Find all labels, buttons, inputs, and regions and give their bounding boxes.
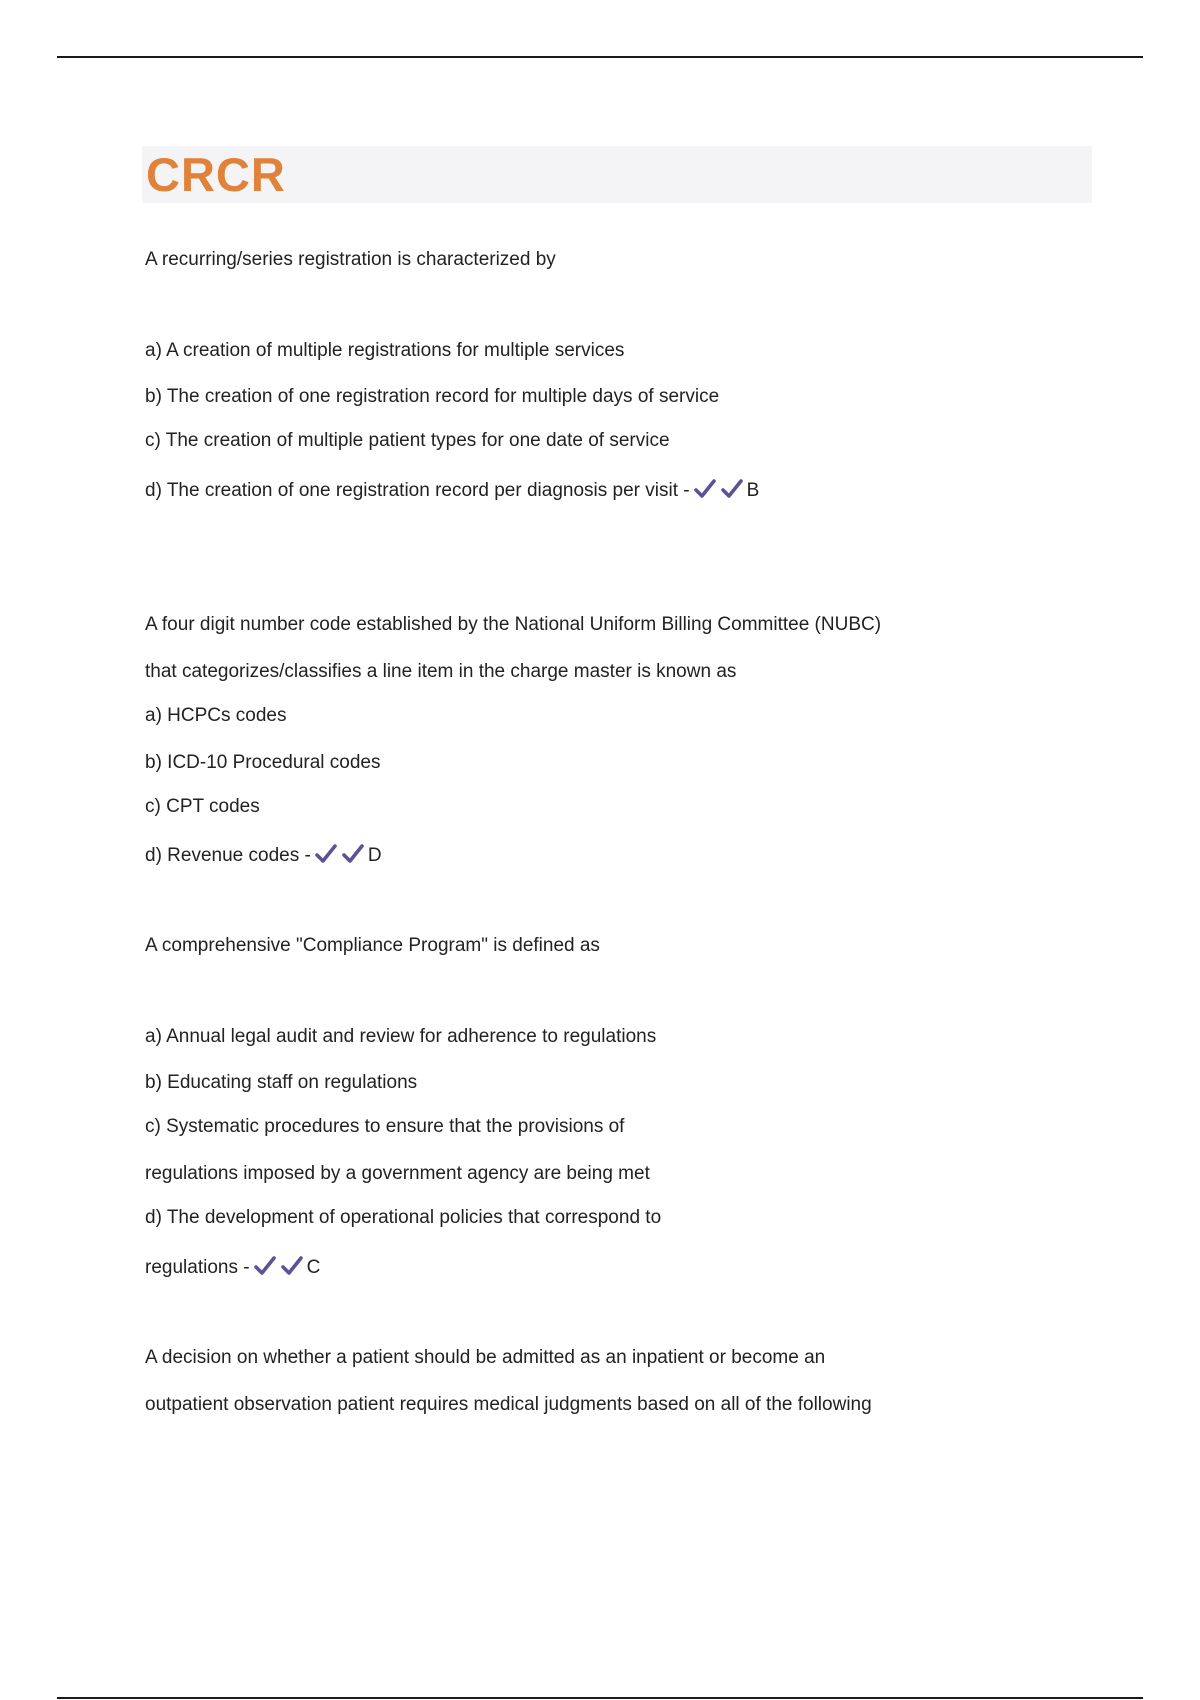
q3-option-c-line-2: regulations imposed by a government agency are being met (145, 1163, 650, 1184)
q3-option-b: b) Educating staff on regulations (145, 1072, 418, 1093)
q3-option-d-line-1: d) The development of operational policies that correspond to (145, 1207, 662, 1228)
q2-answer: D (367, 845, 382, 866)
q2-option-a: a) HCPCs codes (145, 705, 287, 726)
q4-stem-line-1: A decision on whether a patient should be admitted as an inpatient or become an (145, 1347, 826, 1368)
q3-option-a: a) Annual legal audit and review for adherence to regulations (145, 1026, 657, 1047)
q2-stem-line-2: that categorizes/classifies a line item in the charge master is known as (145, 661, 737, 682)
q3-answer: C (306, 1257, 321, 1278)
q1-answer: B (746, 480, 760, 501)
check-icon (280, 1255, 304, 1277)
q4-stem-line-2: outpatient observation patient requires medical judgments based on all of the following (145, 1394, 872, 1415)
q1-option-c: c) The creation of multiple patient types for one date of service (145, 430, 670, 451)
q1-option-b: b) The creation of one registration record for multiple days of service (145, 386, 720, 407)
q3-option-c-line-1: c) Systematic procedures to ensure that the provisions of (145, 1116, 625, 1137)
check-icon (720, 478, 744, 500)
q2-option-b: b) ICD-10 Procedural codes (145, 752, 381, 773)
q1-option-d-line (145, 478, 759, 503)
check-icon (693, 478, 717, 500)
q2-option-d: d) Revenue codes - (145, 845, 311, 866)
q2-stem-line-1: A four digit number code established by the National Uniform Billing Committee (NUBC) (145, 614, 882, 635)
q3-option-d-line (145, 1255, 320, 1280)
bottom-rule (57, 1697, 1143, 1699)
top-rule (57, 56, 1143, 58)
q2-option-d-line (145, 843, 382, 868)
q1-option-a: a) A creation of multiple registrations for multiple services (145, 340, 625, 361)
q3-stem: A comprehensive "Compliance Program" is defined as (145, 935, 600, 956)
q3-option-d-line-2: regulations - (145, 1257, 250, 1278)
check-icon (314, 843, 338, 865)
q2-option-c: c) CPT codes (145, 796, 260, 817)
check-icon (341, 843, 365, 865)
q1-stem: A recurring/series registration is characterized by (145, 249, 556, 270)
document-title: CRCR (146, 148, 286, 201)
q1-option-d: d) The creation of one registration record per diagnosis per visit - (145, 480, 690, 501)
check-icon (253, 1255, 277, 1277)
